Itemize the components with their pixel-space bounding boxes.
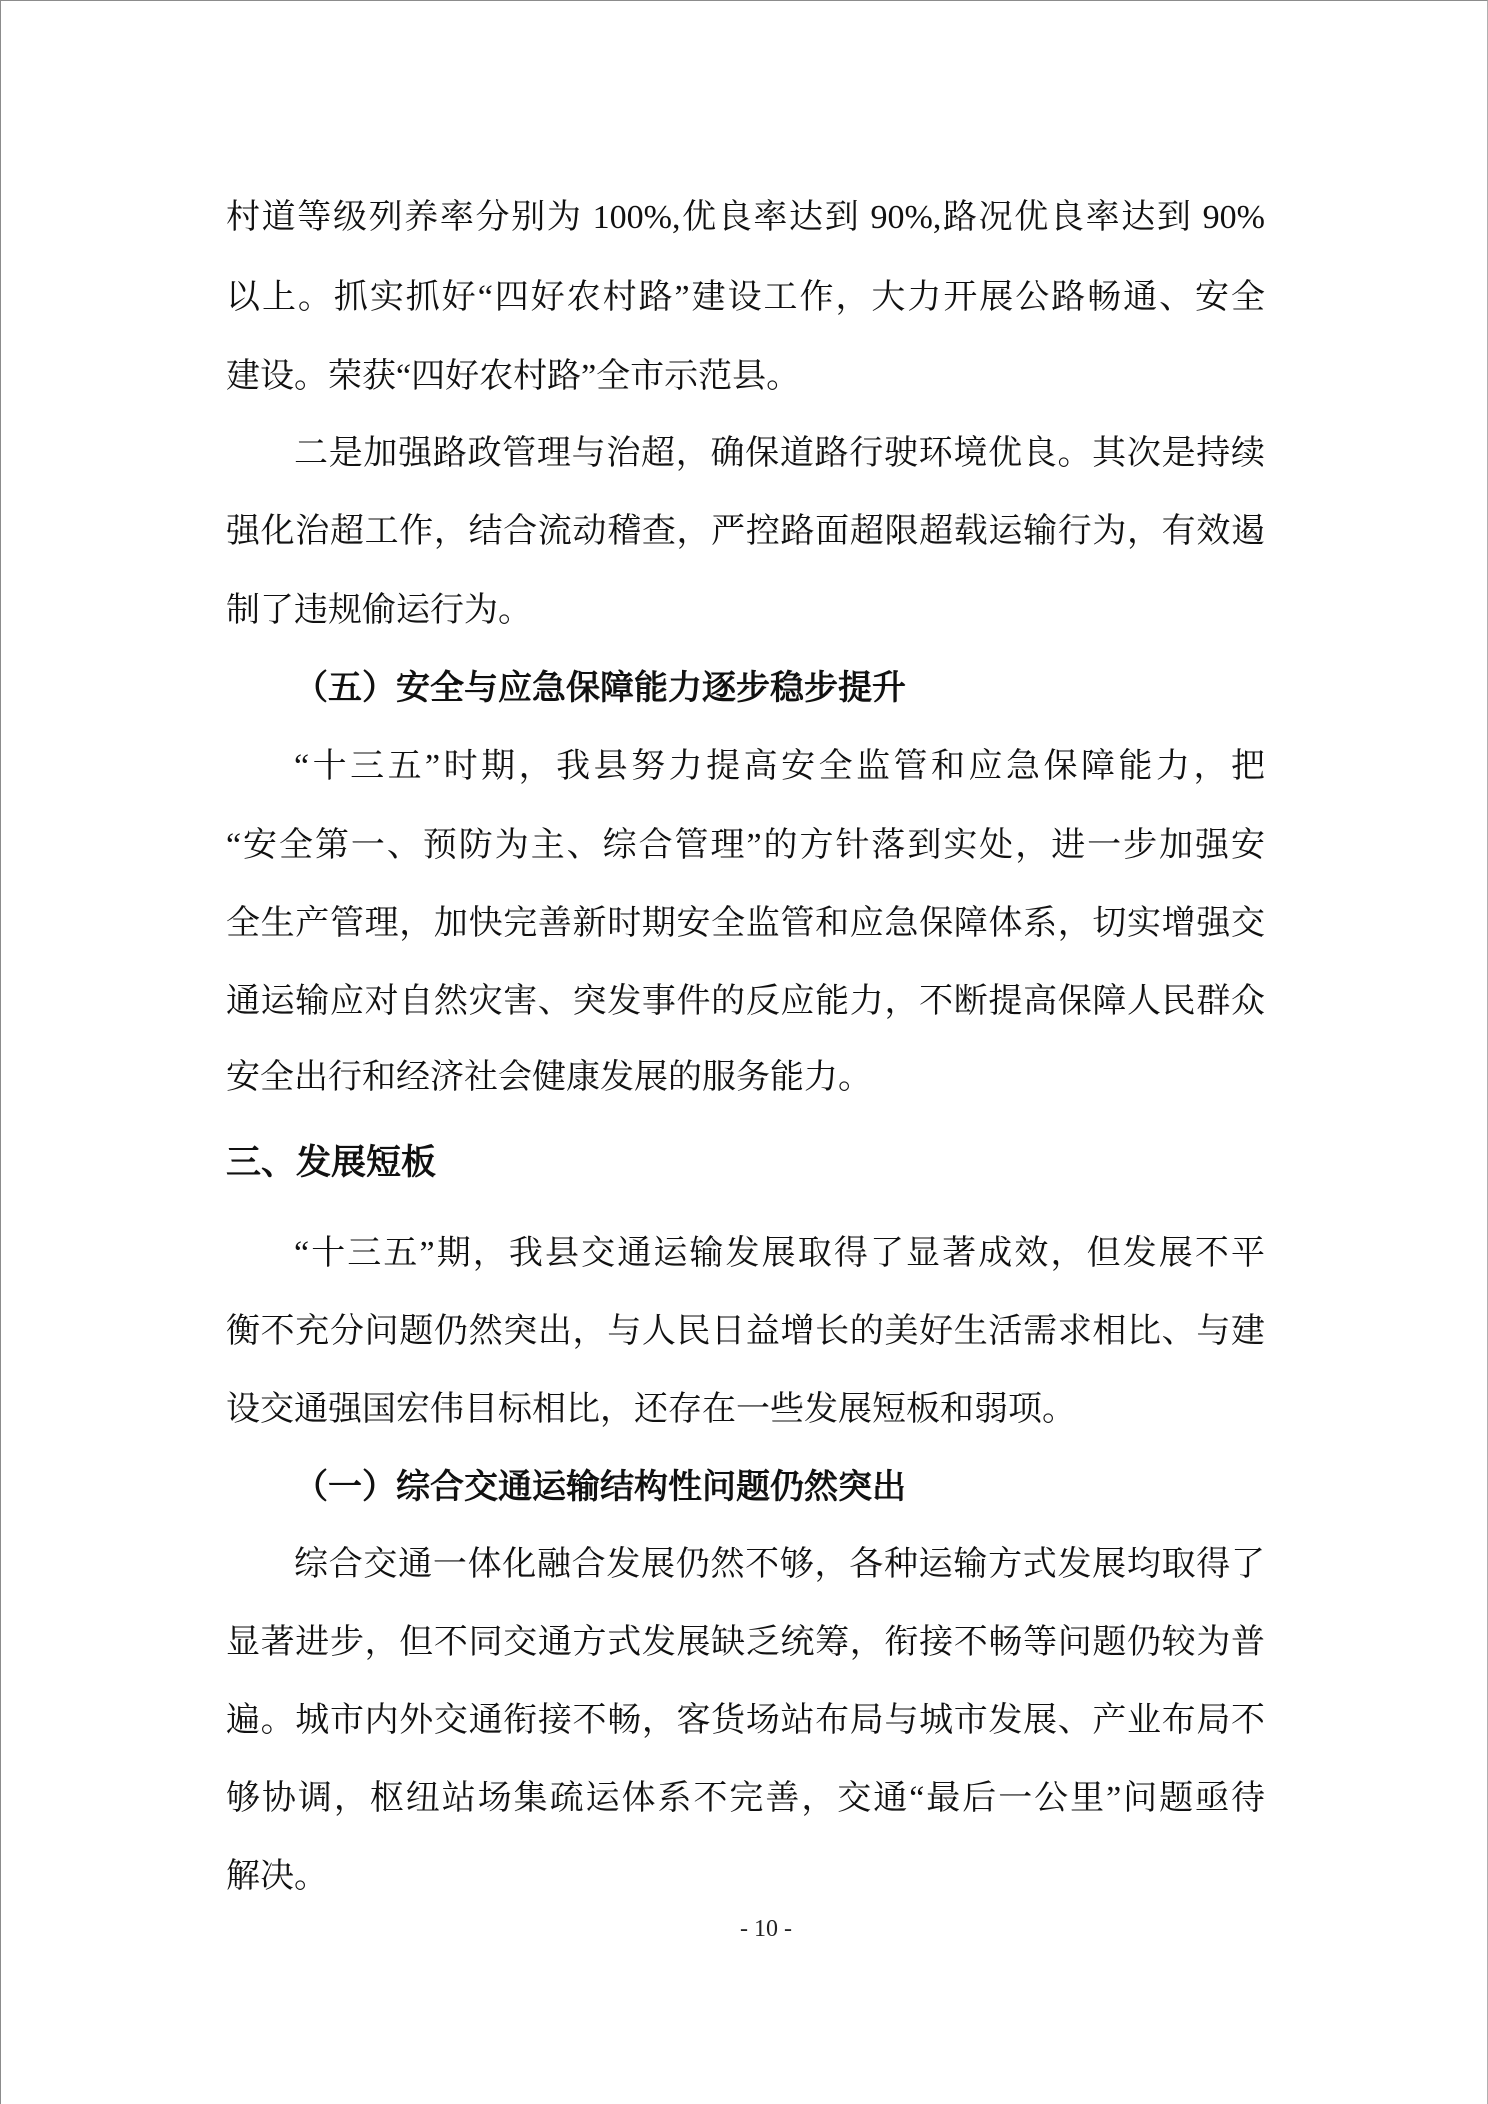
paragraph-line: 村道等级列养率分别为 100%,优良率达到 90%,路况优良率达到 90% — [226, 199, 1265, 236]
paragraph-line: “十三五”时期，我县努力提高安全监管和应急保障能力，把 — [294, 748, 1265, 785]
subsection-heading: （五）安全与应急保障能力逐步稳步提升 — [294, 670, 906, 707]
paragraph-line: 通运输应对自然灾害、突发事件的反应能力，不断提高保障人民群众 — [226, 983, 1265, 1020]
paragraph-line: 显著进步，但不同交通方式发展缺乏统筹，衔接不畅等问题仍较为普 — [226, 1624, 1265, 1661]
paragraph-line: 遍。城市内外交通衔接不畅，客货场站布局与城市发展、产业布局不 — [226, 1702, 1265, 1739]
paragraph-line: 二是加强路政管理与治超，确保道路行驶环境优良。其次是持续 — [294, 435, 1265, 472]
paragraph-line: “十三五”期，我县交通运输发展取得了显著成效，但发展不平 — [294, 1235, 1265, 1272]
paragraph-line: 建设。荣获“四好农村路”全市示范县。 — [226, 358, 801, 395]
paragraph-line: 制了违规偷运行为。 — [226, 592, 532, 629]
paragraph-line: 设交通强国宏伟目标相比，还存在一些发展短板和弱项。 — [226, 1391, 1076, 1428]
subsection-heading: （一）综合交通运输结构性问题仍然突出 — [294, 1469, 906, 1506]
paragraph-line: 综合交通一体化融合发展仍然不够，各种运输方式发展均取得了 — [294, 1546, 1265, 1583]
paragraph-line: 强化治超工作，结合流动稽查，严控路面超限超载运输行为，有效遏 — [226, 513, 1265, 550]
paragraph-line: 够协调，枢纽站场集疏运体系不完善，交通“最后一公里”问题亟待 — [226, 1780, 1265, 1817]
paragraph-line: 衡不充分问题仍然突出，与人民日益增长的美好生活需求相比、与建 — [226, 1313, 1265, 1350]
section-heading: 三、发展短板 — [226, 1143, 437, 1183]
paragraph-line: 全生产管理，加快完善新时期安全监管和应急保障体系，切实增强交 — [226, 905, 1265, 942]
paragraph-line: 安全出行和经济社会健康发展的服务能力。 — [226, 1059, 872, 1096]
paragraph-line: 解决。 — [226, 1858, 328, 1895]
paragraph-line: 以上。抓实抓好“四好农村路”建设工作，大力开展公路畅通、安全 — [226, 279, 1265, 316]
paragraph-line: “安全第一、预防为主、综合管理”的方针落到实处，进一步加强安 — [226, 827, 1265, 864]
page-number: - 10 - — [740, 1916, 792, 1942]
